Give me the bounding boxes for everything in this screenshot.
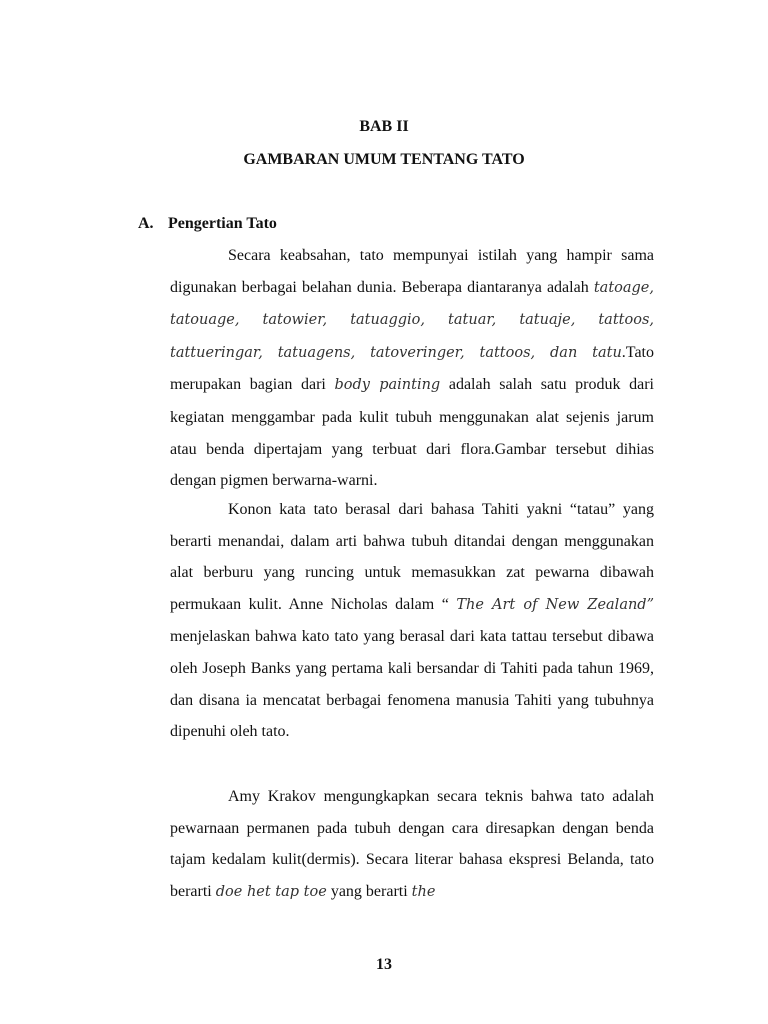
section-number: A. [138, 215, 154, 232]
paragraph-text: yang berarti [326, 882, 412, 900]
paragraph-text: Amy Krakov mengungkapkan secara teknis bahwa tato adalah pewarnaan permanen pada tubuh dengan cara diresapkan dengan benda tajam kedalam kulit(dermis). Secara literar bahasa ekspresi Belanda, tato berarti [170, 788, 654, 900]
italic-word: the [411, 883, 436, 900]
paragraph-text: Secara keabsahan, tato mempunyai istilah yang hampir sama digunakan berbagai belahan dunia. Beberapa diantaranya adalah [170, 247, 654, 296]
paragraph-2 [170, 494, 654, 748]
paragraph-1 [170, 240, 654, 497]
paragraph-text: menjelaskan bahwa kato tato yang berasal dari kata tattau tersebut dibawa oleh Joseph Banks yang pertama kali bersandar di Tahiti pada tahun 1969, dan disana ia mencatat berbagai fenomena manusia Tahiti yang tubuhnya dipenuhi oleh tato. [170, 628, 654, 741]
section-heading [138, 215, 277, 233]
paragraph-text: .Tato merupakan bagian dari [170, 343, 654, 394]
section-title: Pengertian Tato [168, 215, 277, 232]
paragraph-3 [170, 781, 654, 908]
chapter-label: BAB II [359, 118, 409, 135]
italic-phrase: doe het tap toe [215, 883, 327, 900]
chapter-title: GAMBARAN UMUM TENTANG TATO [243, 151, 525, 168]
paragraph-text: Konon kata tato berasal dari bahasa Tahiti yakni “tatau” yang berarti menandai, dalam arti bahwa tubuh ditandai dengan menggunakan alat berburu yang runcing untuk memasukkan zat pewarna dibawah permukaan kulit. Anne Nicholas dalam “ [170, 501, 654, 613]
italic-title: The Art of New Zealand” [456, 596, 654, 613]
page-number: 13 [376, 956, 392, 973]
italic-term-list: tatoage, tatouage, tatowier, tatuaggio, tatuar, tatuaje, tattoos, tattueringar, tatuagens, tatoveringer, tattoos, dan tatu [170, 279, 654, 361]
italic-term: body painting [334, 377, 441, 394]
paragraph-text: adalah salah satu produk dari kegiatan menggambar pada kulit tubuh menggunakan alat sejenis jarum atau benda dipertajam yang terbuat dari flora.Gambar tersebut dihias dengan pigmen berwarna-warni. [170, 376, 654, 490]
